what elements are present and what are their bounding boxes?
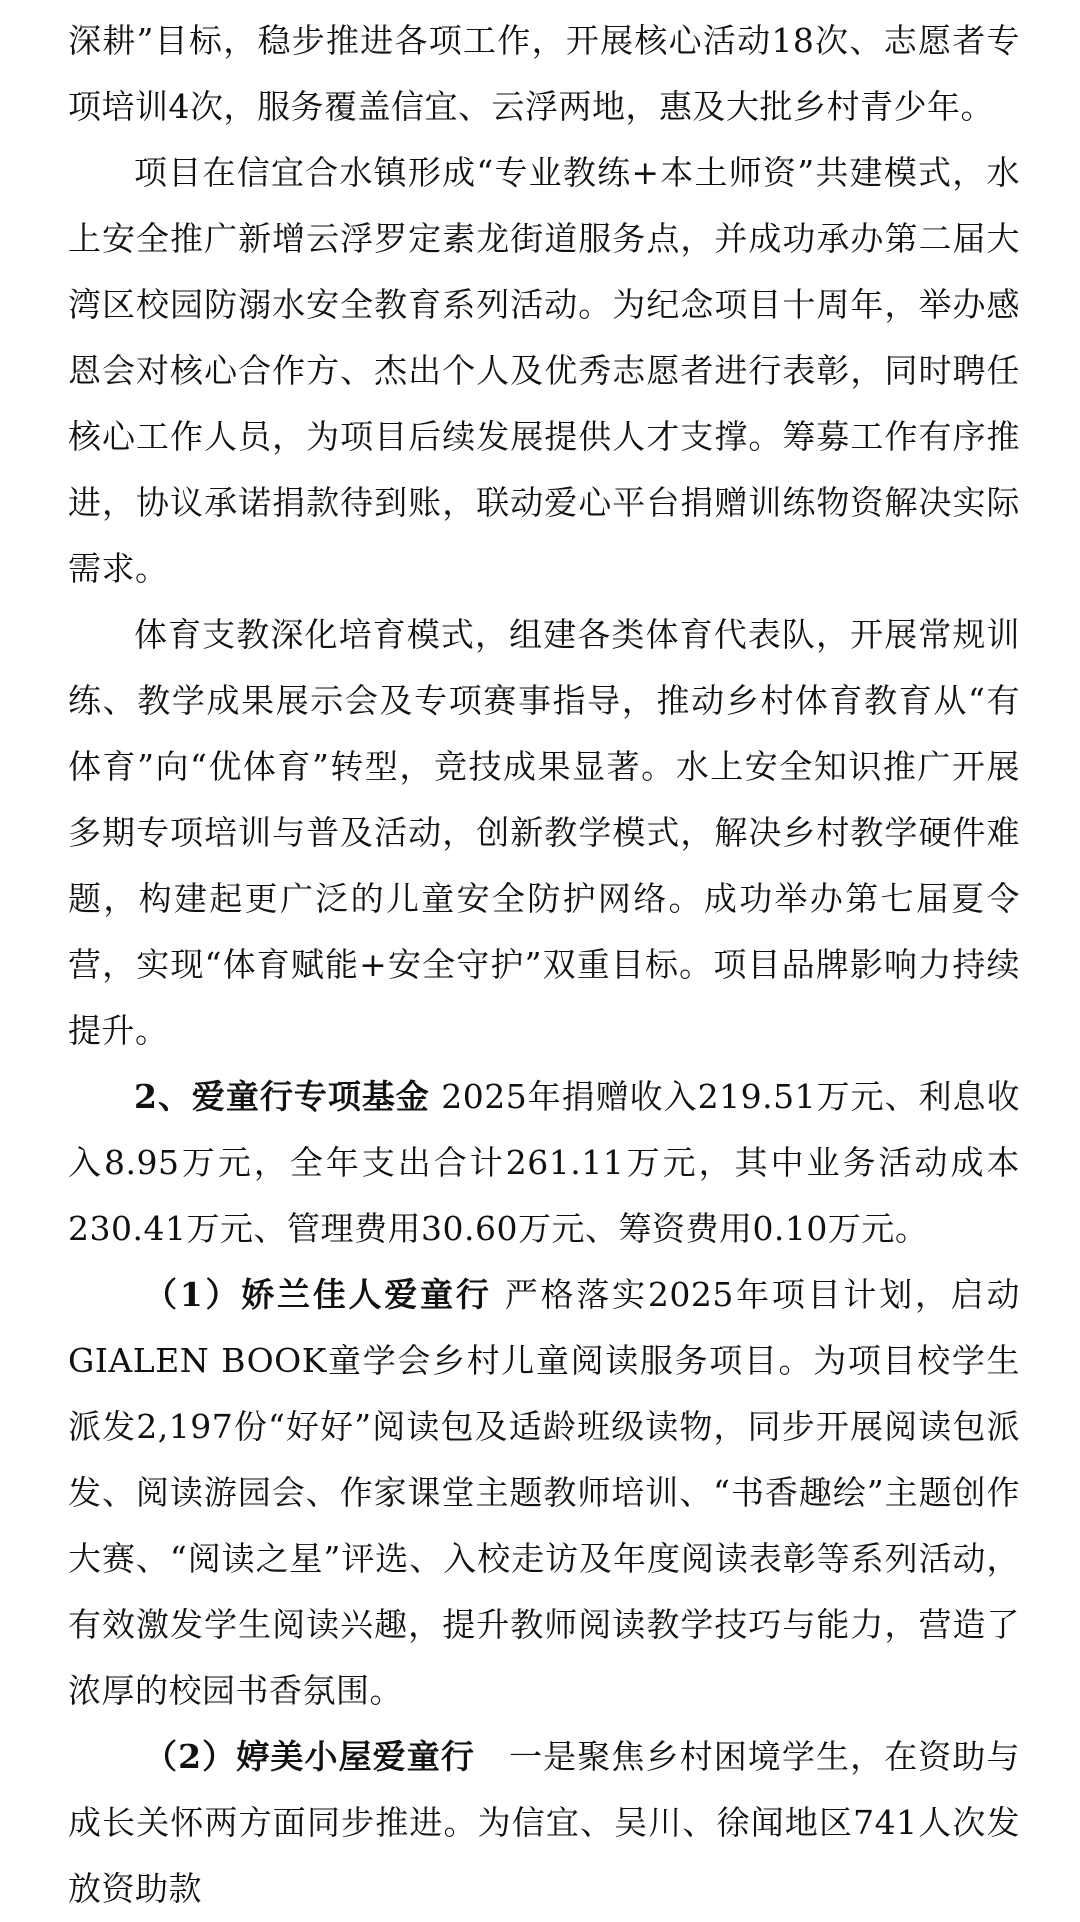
paragraph-tingmei-project	[68, 1724, 1020, 1922]
paragraph-jiaolan-project	[68, 1262, 1020, 1724]
section-heading-aitongxing-fund: 2、爱童行专项基金	[134, 1077, 430, 1116]
paragraph-fund-finance	[68, 1064, 1020, 1262]
fund-finance-text: 2025年捐赠收入219.51万元、利息收入8.95万元，全年支出合计261.11万元，其中业务活动成本230.41万元、管理费用30.60万元、筹资费用0.10万元。	[68, 1077, 1020, 1248]
subsection-heading-jiaolan: （1）娇兰佳人爱童行	[144, 1275, 492, 1314]
paragraph-sports-teaching: 体育支教深化培育模式，组建各类体育代表队，开展常规训练、教学成果展示会及专项赛事指导，推动乡村体育教育从“有体育”向“优体育”转型，竞技成果显著。水上安全知识推广开展多期专项培训与普及活动，创新教学模式，解决乡村教学硬件难题，构建起更广泛的儿童安全防护网络。成功举办第七届夏令营，实现“体育赋能+安全守护”双重目标。项目品牌影响力持续提升。	[68, 615, 1020, 1050]
paragraph-project-summary: 深耕”目标，稳步推进各项工作，开展核心活动18次、志愿者专项培训4次，服务覆盖信宜、云浮两地，惠及大批乡村青少年。	[68, 21, 1020, 126]
tingmei-project-text: 一是聚焦乡村困境学生，在资助与成长关怀两方面同步推进。为信宜、吴川、徐闻地区741人次发放资助款	[68, 1737, 1021, 1908]
document-page	[68, 0, 1020, 1922]
jiaolan-project-text: 严格落实2025年项目计划，启动GIALEN BOOK童学会乡村儿童阅读服务项目。为项目校学生派发2,197份“好好”阅读包及适龄班级读物，同步开展阅读包派发、阅读游园会、作家课堂主题教师培训、“书香趣绘”主题创作大赛、“阅读之星”评选、入校走访及年度阅读表彰等系列活动，有效激发学生阅读兴趣，提升教师阅读教学技巧与能力，营造了浓厚的校园书香氛围。	[68, 1275, 1020, 1710]
paragraph-project-model: 项目在信宜合水镇形成“专业教练+本土师资”共建模式，水上安全推广新增云浮罗定素龙街道服务点，并成功承办第二届大湾区校园防溺水安全教育系列活动。为纪念项目十周年，举办感恩会对核心合作方、杰出个人及优秀志愿者进行表彰，同时聘任核心工作人员，为项目后续发展提供人才支撑。筹募工作有序推进，协议承诺捐款待到账，联动爱心平台捐赠训练物资解决实际需求。	[68, 153, 1020, 588]
subsection-heading-tingmei: （2）婷美小屋爱童行	[144, 1737, 475, 1776]
